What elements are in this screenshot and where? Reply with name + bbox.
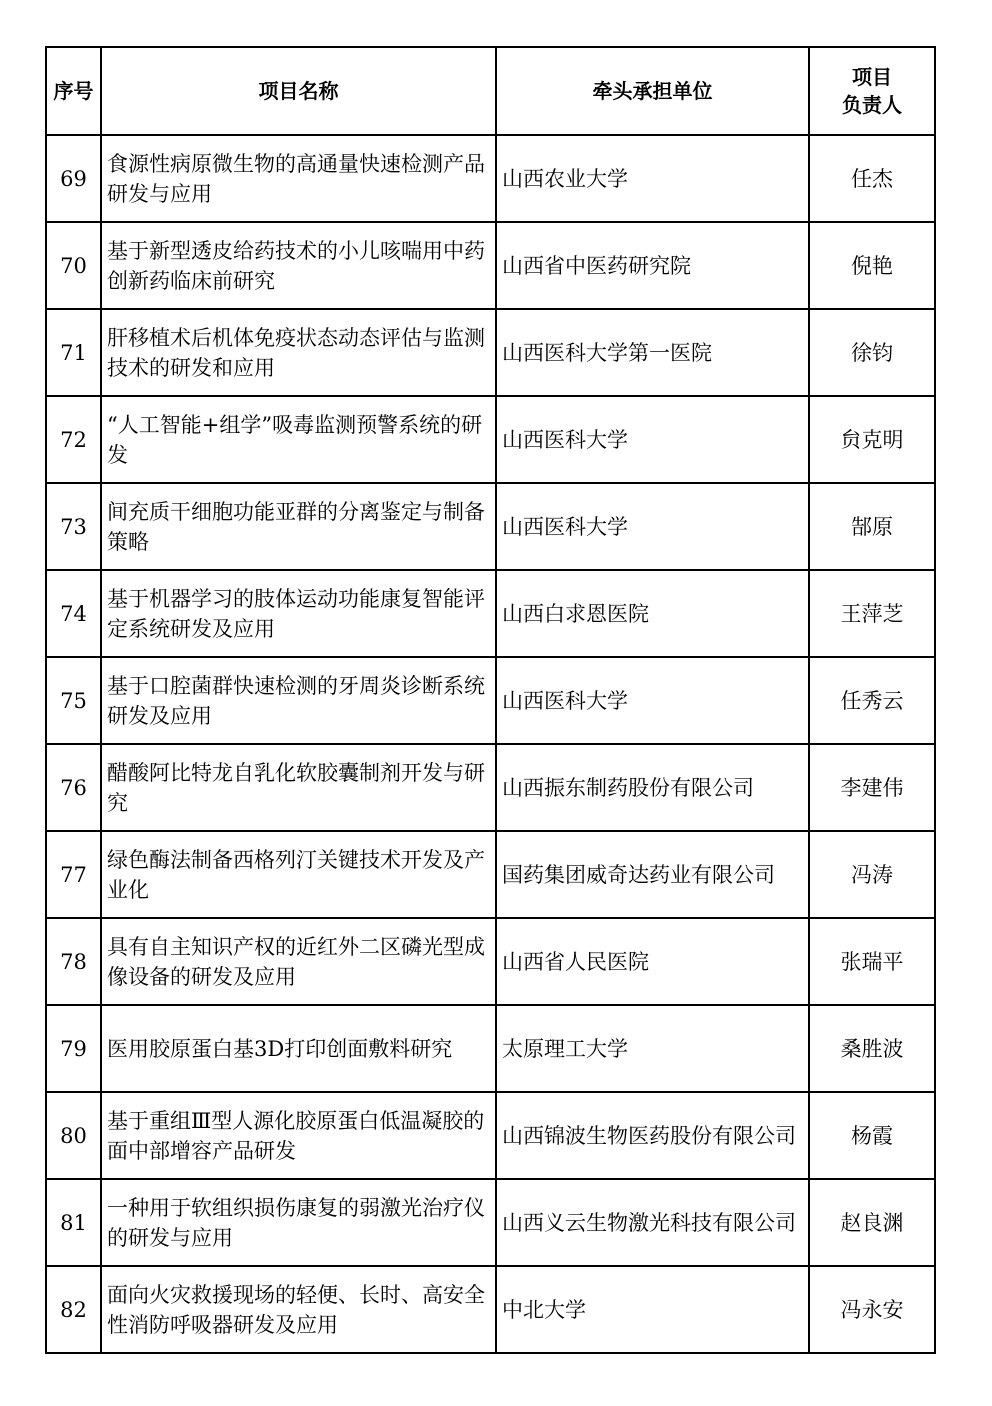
row-number: 79: [46, 1005, 101, 1092]
project-leader: 倪艳: [809, 222, 935, 309]
row-number: 81: [46, 1179, 101, 1266]
table-row: [46, 135, 935, 222]
table-row: [46, 396, 935, 483]
project-leader: 赵良渊: [809, 1179, 935, 1266]
header-row: [46, 47, 935, 135]
row-number: 80: [46, 1092, 101, 1179]
project-name: 间充质干细胞功能亚群的分离鉴定与制备策略: [101, 483, 496, 570]
project-leader: 任秀云: [809, 657, 935, 744]
lead-unit: 山西农业大学: [496, 135, 809, 222]
lead-unit: 山西医科大学: [496, 483, 809, 570]
table-row: [46, 1179, 935, 1266]
project-name: 基于口腔菌群快速检测的牙周炎诊断系统研发及应用: [101, 657, 496, 744]
row-number: 76: [46, 744, 101, 831]
project-name: 醋酸阿比特龙自乳化软胶囊制剂开发与研究: [101, 744, 496, 831]
row-number: 73: [46, 483, 101, 570]
row-number: 77: [46, 831, 101, 918]
header-no: 序号: [46, 47, 101, 135]
lead-unit: 太原理工大学: [496, 1005, 809, 1092]
lead-unit: 山西省人民医院: [496, 918, 809, 1005]
project-table: [45, 46, 936, 1354]
lead-unit: 山西白求恩医院: [496, 570, 809, 657]
lead-unit: 中北大学: [496, 1266, 809, 1353]
table-row: [46, 309, 935, 396]
project-name: 基于重组Ⅲ型人源化胶原蛋白低温凝胶的面中部增容产品研发: [101, 1092, 496, 1179]
project-name: 医用胶原蛋白基3D打印创面敷料研究: [101, 1005, 496, 1092]
lead-unit: 山西振东制药股份有限公司: [496, 744, 809, 831]
table-row: [46, 570, 935, 657]
project-name: 食源性病原微生物的高通量快速检测产品研发与应用: [101, 135, 496, 222]
project-leader: 冯永安: [809, 1266, 935, 1353]
row-number: 70: [46, 222, 101, 309]
project-leader: 李建伟: [809, 744, 935, 831]
lead-unit: 山西医科大学: [496, 396, 809, 483]
table-row: [46, 1092, 935, 1179]
row-number: 71: [46, 309, 101, 396]
project-leader: 张瑞平: [809, 918, 935, 1005]
project-leader: 郜原: [809, 483, 935, 570]
project-name: 肝移植术后机体免疫状态动态评估与监测技术的研发和应用: [101, 309, 496, 396]
row-number: 82: [46, 1266, 101, 1353]
project-name: 基于机器学习的肢体运动功能康复智能评定系统研发及应用: [101, 570, 496, 657]
table-row: [46, 831, 935, 918]
project-leader: 杨霞: [809, 1092, 935, 1179]
header-lead-unit: 牵头承担单位: [496, 47, 809, 135]
project-name: 具有自主知识产权的近红外二区磷光型成像设备的研发及应用: [101, 918, 496, 1005]
row-number: 75: [46, 657, 101, 744]
project-leader: 冯涛: [809, 831, 935, 918]
project-leader: 贠克明: [809, 396, 935, 483]
header-project-leader: [809, 47, 935, 135]
table-row: [46, 918, 935, 1005]
project-name: 一种用于软组织损伤康复的弱激光治疗仪的研发与应用: [101, 1179, 496, 1266]
header-leader-line2: 负责人: [842, 93, 902, 117]
lead-unit: 山西医科大学第一医院: [496, 309, 809, 396]
table-row: [46, 744, 935, 831]
project-name: 基于新型透皮给药技术的小儿咳喘用中药创新药临床前研究: [101, 222, 496, 309]
project-name: “人工智能+组学”吸毒监测预警系统的研发: [101, 396, 496, 483]
project-name: 面向火灾救援现场的轻便、长时、高安全性消防呼吸器研发及应用: [101, 1266, 496, 1353]
lead-unit: 山西义云生物激光科技有限公司: [496, 1179, 809, 1266]
table-row: [46, 657, 935, 744]
row-number: 69: [46, 135, 101, 222]
project-leader: 任杰: [809, 135, 935, 222]
project-name: 绿色酶法制备西格列汀关键技术开发及产业化: [101, 831, 496, 918]
header-leader-line1: 项目: [852, 65, 892, 89]
table-row: [46, 483, 935, 570]
row-number: 72: [46, 396, 101, 483]
row-number: 78: [46, 918, 101, 1005]
lead-unit: 山西医科大学: [496, 657, 809, 744]
project-leader: 桑胜波: [809, 1005, 935, 1092]
table-row: [46, 1266, 935, 1353]
header-project-name: 项目名称: [101, 47, 496, 135]
row-number: 74: [46, 570, 101, 657]
lead-unit: 山西锦波生物医药股份有限公司: [496, 1092, 809, 1179]
project-leader: 王萍芝: [809, 570, 935, 657]
lead-unit: 山西省中医药研究院: [496, 222, 809, 309]
lead-unit: 国药集团威奇达药业有限公司: [496, 831, 809, 918]
project-leader: 徐钧: [809, 309, 935, 396]
table-row: [46, 222, 935, 309]
table-row: [46, 1005, 935, 1092]
